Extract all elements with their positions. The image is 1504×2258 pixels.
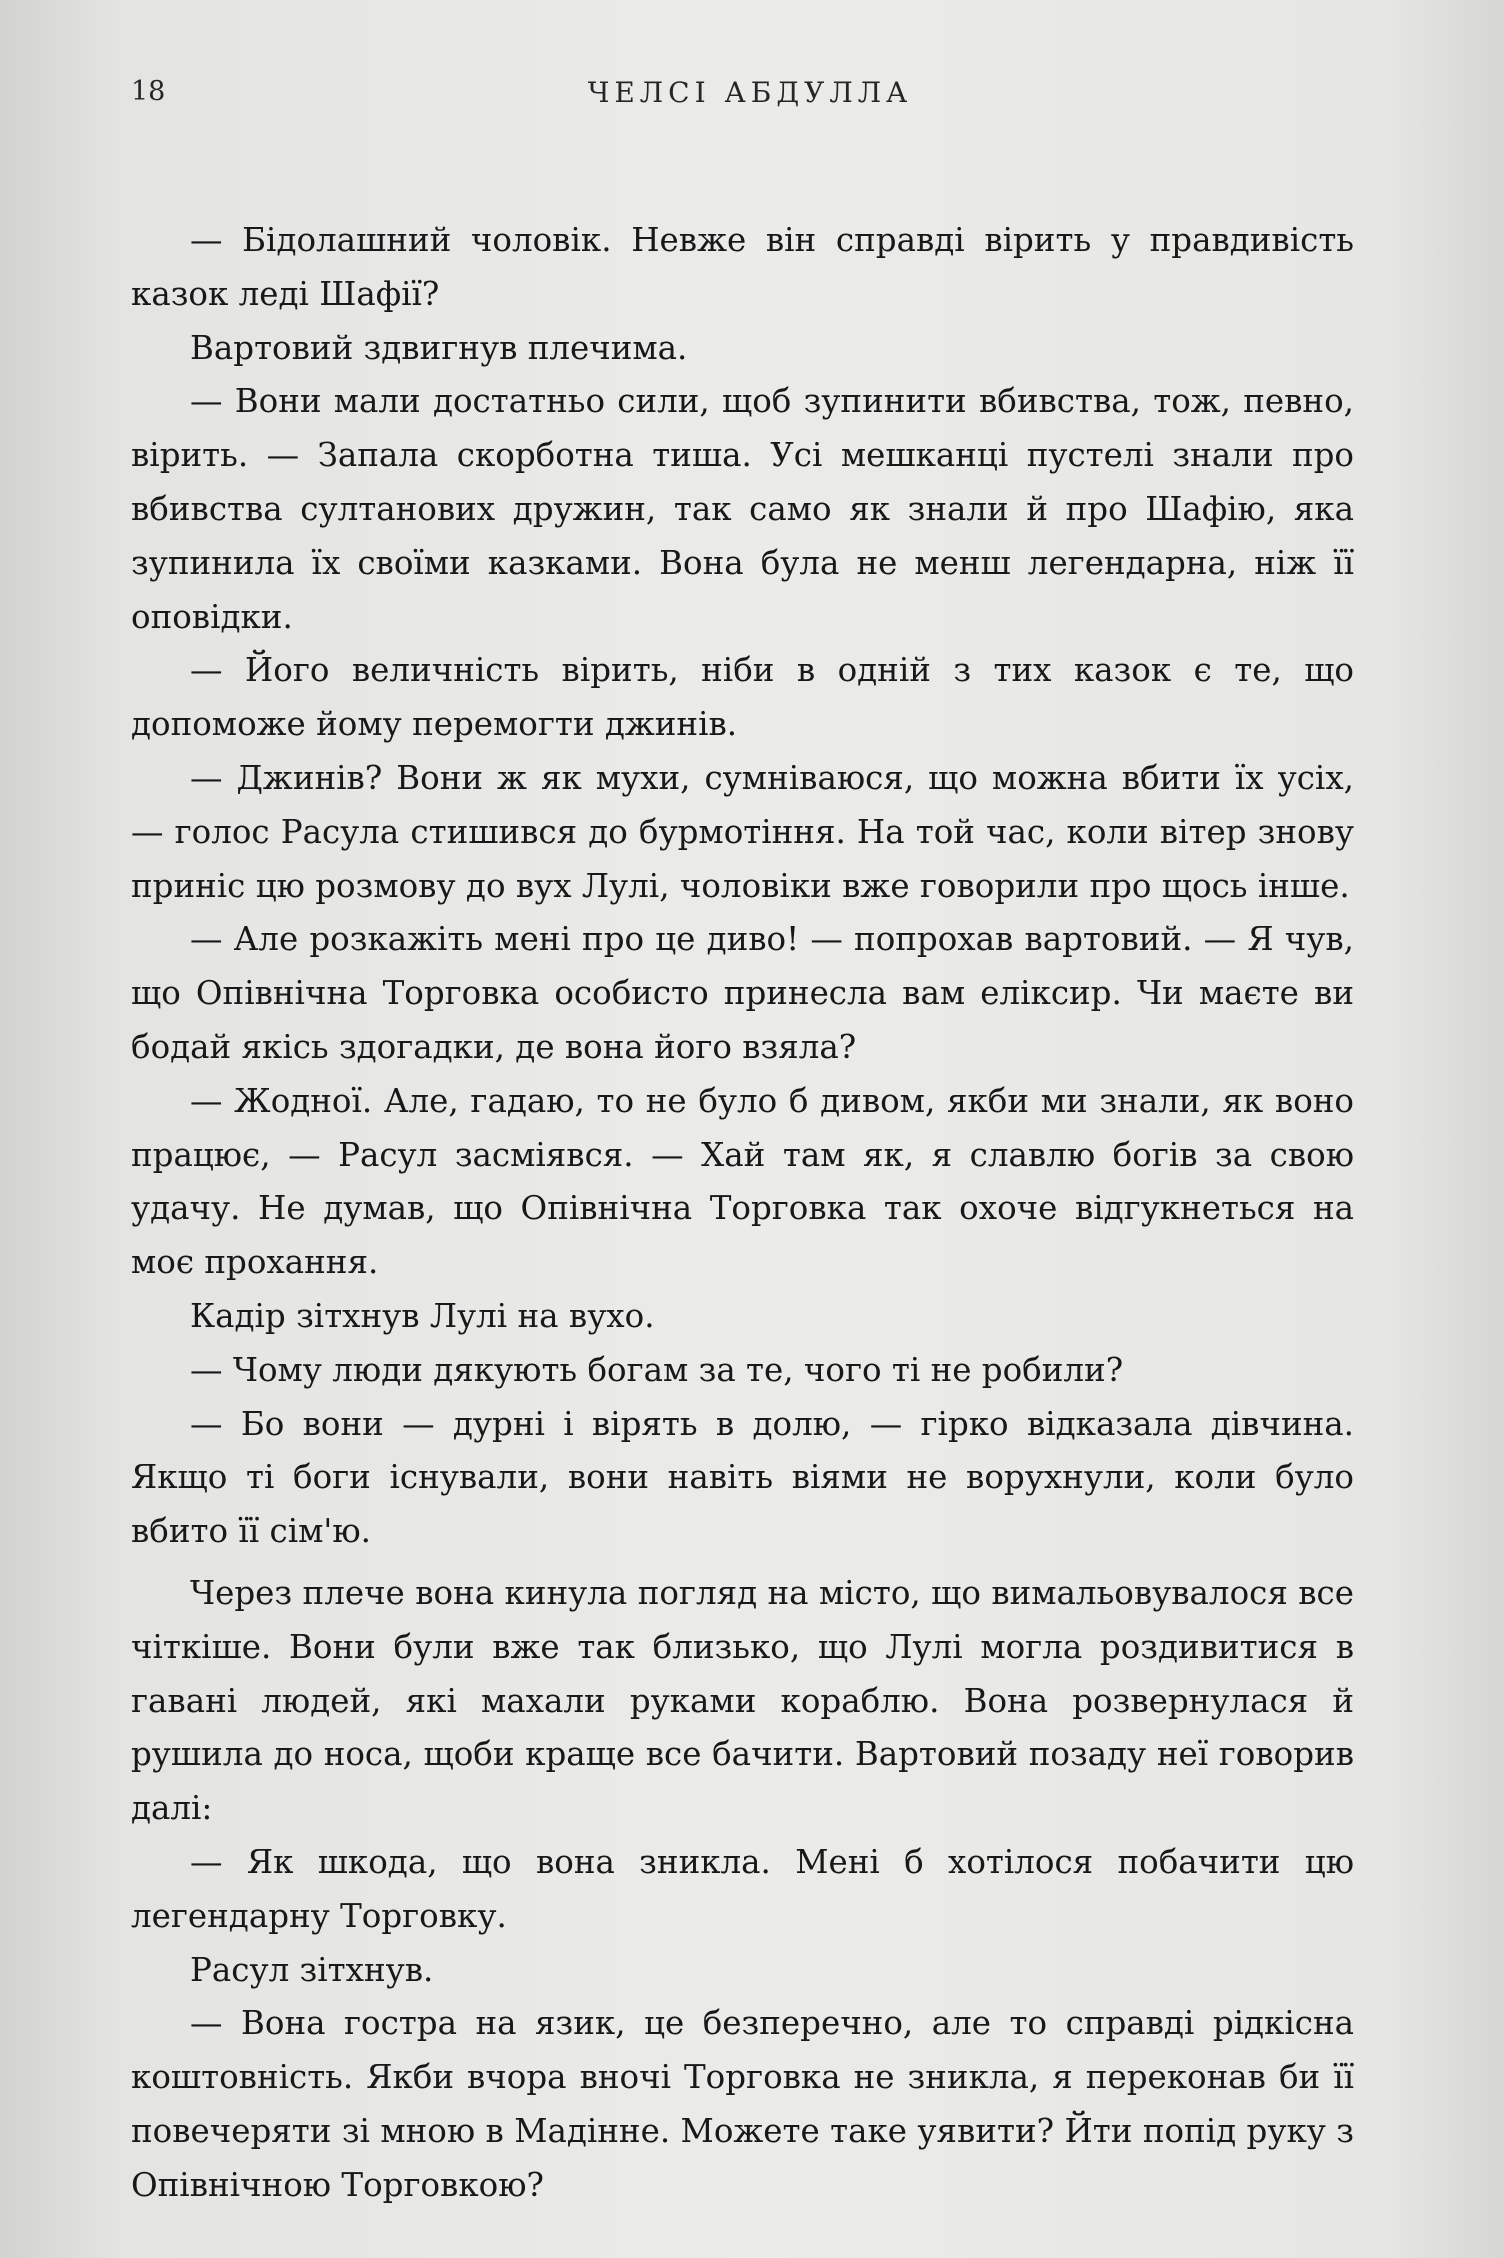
page-number: 18: [131, 76, 166, 107]
body-text: [131, 214, 1354, 2212]
paragraph: — Бідолашний чоловік. Невже він справді вірить у правдивість казок леді Шафії?: [131, 221, 1354, 313]
paragraph: — Але розкажіть мені про це диво! — попрохав вартовий. — Я чув, що Опівнічна Торговка особисто принесла вам еліксир. Чи маєте ви бодай якісь здогадки, де вона його взяла?: [131, 920, 1354, 1066]
paragraph: Через плече вона кинула погляд на місто, що вимальовувалося все чіткіше. Вони були вже так близько, що Лулі могла роздивитися в гавані людей, які махали руками кораблю. Вона розвернулася й рушила до носа, щоби краще все бачити. Вартовий позаду неї говорив далі:: [131, 1573, 1354, 1828]
paragraph: Расул зітхнув.: [190, 1950, 434, 1989]
paragraph-gap: [131, 1559, 1354, 1567]
paragraph: — Як шкода, що вона зникла. Мені б хотілося побачити цю легендарну Торговку.: [131, 1842, 1354, 1935]
paragraph: — Джинів? Вони ж як мухи, сумніваюся, що можна вбити їх усіх, — голос Расула стишився до бурмотіння. На той час, коли вітер знову приніс цю розмову до вух Лулі, чоловіки вже говорили про щось інше.: [131, 758, 1354, 905]
page-header: [0, 76, 1504, 126]
paragraph: — Жодної. Але, гадаю, то не було б дивом, якби ми знали, як воно працює, — Расул засміявся. — Хай там як, я славлю богів за свою удачу. Не думав, що Опівнічна Торговка так охоче відгукнеться на моє прохання.: [131, 1081, 1354, 1282]
paragraph: — Бо вони — дурні і вірять в долю, — гірко відказала дівчина. Якщо ті боги існували, вони навіть віями не ворухнули, коли було вбито її сім'ю.: [131, 1404, 1354, 1551]
running-head: ЧЕЛСІ АБДУЛЛА: [587, 76, 913, 109]
paragraph: — Чому люди дякують богам за те, чого ті не робили?: [190, 1350, 1124, 1389]
paragraph: — Його величність вірить, ніби в одній з тих казок є те, що допоможе йому перемогти джинів.: [131, 651, 1354, 744]
paragraph: — Вона гостра на язик, це безперечно, але то справді рідкісна коштовність. Якби вчора вночі Торговка не зникла, я переконав би її повечеряти зі мною в Мадінне. Можете таке уявити? Йти попід руку з Опівнічною Торговкою?: [131, 2004, 1354, 2204]
paragraph: Вартовий здвигнув плечима.: [190, 328, 688, 367]
paragraph: Кадір зітхнув Лулі на вухо.: [190, 1296, 655, 1335]
paragraph: — Вони мали достатньо сили, щоб зупинити вбивства, тож, певно, вірить. — Запала скорботна тиша. Усі мешканці пустелі знали про вбивства султанових дружин, так само як знали й про Шафію, яка зупинила їх своїми казками. Вона була не менш легендарна, ніж її оповідки.: [131, 382, 1354, 636]
